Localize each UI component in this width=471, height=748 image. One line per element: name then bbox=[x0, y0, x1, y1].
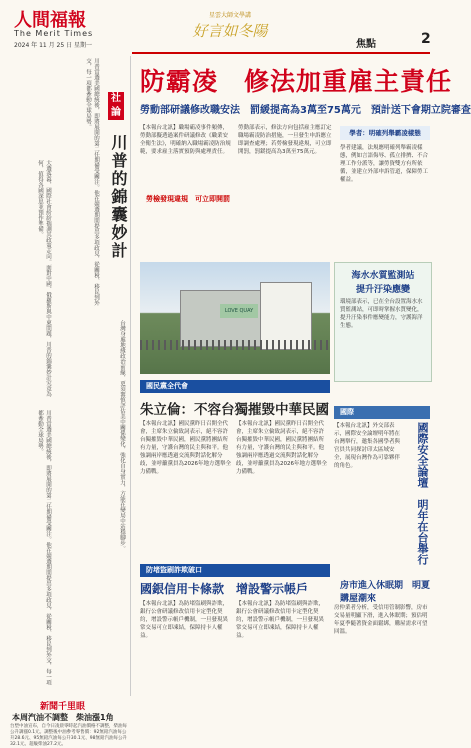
editorial-body-2: 大選落幕，國際社會紛紛揣測其政策走向。面對中國、俄羅斯與中東問題，川普的錦囊妙計究竟為何，值得各國深思並預作準備。 bbox=[37, 160, 51, 397]
section-name: 焦點 bbox=[356, 39, 376, 50]
story3-section-bar: 國際 bbox=[334, 406, 430, 419]
story2-headline: 朱立倫：不容台獨摧毀中華民國 bbox=[140, 402, 329, 418]
lead-byline: 學者：明確列舉霸凌樣態 bbox=[340, 126, 430, 140]
editorial-tag: 社論 bbox=[108, 92, 124, 120]
editorial-body-4: 川普當選美國總統後，即將展開的第二任期備受關注。他在競選期間提出多項政見，從關稅、移民到外交，每一項都牽動全球局勢。 bbox=[37, 410, 51, 685]
editorial-body-1: 川普當選美國總統後，即將展開的第二任期備受關注。他在競選期間提出多項政見，從關稅、移民到外交，每一項都牽動全球局勢。 bbox=[85, 58, 99, 306]
sidebox-heading-1: 海水水質監測站 bbox=[351, 271, 415, 281]
story5-section-bar: 防堵盜刷詐欺破口 bbox=[140, 564, 330, 577]
column-badge: 星雲大師文學講 bbox=[208, 12, 251, 19]
column-title: 好言如冬陽 bbox=[192, 22, 268, 40]
lead-subhead: 勞動部研議修改職安法 罰緩提高為3萬至75萬元 預計送下會期立院審查 bbox=[140, 105, 471, 116]
lead-body-1: 【本報台北訊】職場霸凌事件頻傳，勞動部擬透過案件研議修改《職業安全衛生法》，明確納入職場霸凌防治規範，要求雇主落實預防與處理責任。 bbox=[140, 125, 231, 155]
story2-section-bar: 國民黨全代會 bbox=[140, 380, 330, 393]
photo-sign: LOVE QUAY bbox=[220, 304, 258, 318]
story3-headline: 國際安全論壇 明年在台舉行 bbox=[416, 422, 429, 565]
story3-body: 【本報台北訊】外交部表示，國際安全論壇明年將在台灣舉行，邀集各國學者與官員共同探討印太區域安全，展現台灣作為可靠夥伴的角色。 bbox=[334, 423, 401, 469]
newspaper-logo-english: The Merit Times bbox=[14, 29, 94, 38]
story2-body-1: 【本報台北訊】國民黨昨日召開全代會，主席朱立倫致詞表示，絕不容許台獨摧毀中華民國，國民黨將團結所有力量，守護台灣的民主與和平。他強調兩岸應透過交流與對話化解分歧，並呼籲黨員為2026年地方選舉全力備戰。 bbox=[140, 421, 231, 475]
lead-headline: 防霸凌 修法加重雇主責任 bbox=[140, 67, 453, 96]
story5-headline: 國銀信用卡條款 增設警示帳戶 bbox=[140, 582, 309, 596]
story5-body-1: 【本報台北訊】為防堵盜刷與詐欺，銀行公會研議修改信用卡定型化契約，增設警示帳戶機制，一旦發現異常交易可立即凍結，保障持卡人權益。 bbox=[140, 601, 229, 639]
lead-inline-heading: 勞檢發現違規 可立即開罰 bbox=[146, 195, 230, 203]
newspaper-logo: 人間福報 bbox=[14, 10, 86, 31]
story4-body: 房仲業者分析，受信用管制影響，房市交易量明顯下滑，進入休眠期；預估明年夏季隨著資金面鬆綁，購屋需求可望回溫。 bbox=[334, 605, 428, 635]
sidebox-body: 環境部表示，已在全台設置海水水質監測站，可即時掌握水質變化，提升汙染事件應變能力，守護海洋生態。 bbox=[340, 299, 423, 329]
editorial-body-3: 台灣身處地緣政治前線，更須審慎評估美中關係變化，強化自身實力，方能在變局中站穩腳步。 bbox=[119, 320, 125, 551]
sidebox-heading-2: 提升汙染應變 bbox=[355, 285, 410, 295]
news-brief-subheading: 本周汽油不調整 柴油漲1角 bbox=[12, 713, 114, 722]
fence-shape bbox=[140, 340, 330, 350]
editorial-title: 川普的錦囊妙計 bbox=[109, 134, 128, 260]
news-brief-body: 台塑中油宣布，自今日凌晨零時起汽油價格不調整，柴油每公升調漲0.1元。調整後中油參考零售價：92無鉛汽油每公升28.6元、95無鉛汽油每公升30.1元、98無鉛汽油每公升32.1元、超級柴油27.2元。 bbox=[10, 724, 127, 747]
lead-body-2: 勞動部表示，修法方向包括雇主應訂定職場霸凌防治措施，一旦發生申訴應立即調查處理；若勞檢發現違規，可立即開罰，罰鍰提高為3萬至75萬元。 bbox=[238, 125, 332, 155]
lead-body-3: 學者建議，法規應明確列舉霸凌樣態，例如言語侮辱、孤立排擠、不合理工作分派等，讓勞資雙方有所依循，並建立外部申訴管道，保障勞工權益。 bbox=[340, 145, 429, 183]
story4-headline: 房市進入休眠期 明夏購屋潮來 bbox=[340, 581, 431, 604]
news-brief-heading: 新聞千里眼 bbox=[40, 702, 86, 712]
page-number: 2 bbox=[421, 31, 431, 47]
story5-body-2: 【本報台北訊】為防堵盜刷與詐欺，銀行公會研議修改信用卡定型化契約，增設警示帳戶機制，一旦發現異常交易可立即凍結，保障持卡人權益。 bbox=[236, 601, 325, 639]
issue-date: 2024 年 11 月 25 日 星期一 bbox=[14, 42, 92, 49]
header-rule bbox=[132, 52, 430, 54]
news-photo bbox=[140, 262, 330, 374]
story2-body-2: 【本報台北訊】國民黨昨日召開全代會，主席朱立倫致詞表示，絕不容許台獨摧毀中華民國，國民黨將團結所有力量，守護台灣的民主與和平。他強調兩岸應透過交流與對話化解分歧，並呼籲黨員為2026年地方選舉全力備戰。 bbox=[236, 421, 327, 475]
